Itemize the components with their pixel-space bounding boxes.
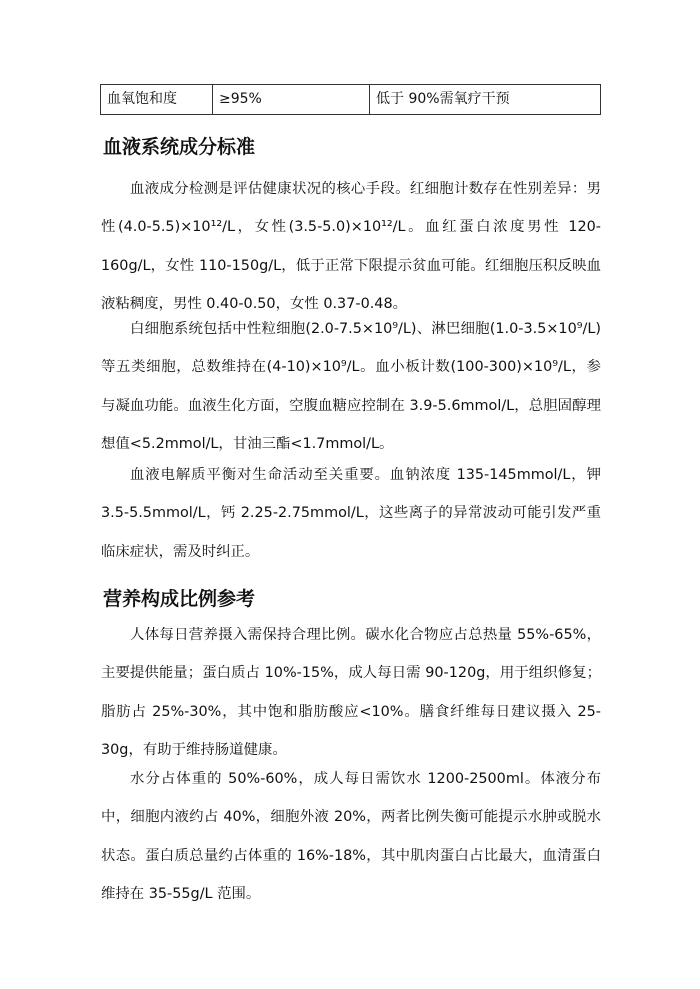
table-cell-normal-value: ≥95% [213,85,370,115]
section-heading-blood: 血液系统成分标准 [103,136,256,158]
paragraph-blood-red-cells: 血液成分检测是评估健康状况的核心手段。红细胞计数存在性别差异：男性(4.0-5.5)×10¹²/L，女性(3.5-5.0)×10¹²/L。血红蛋白浓度男性 120-160g/L，女性 110-150g/L，低于正常下限提示贫血可能。红细胞压积反映血液粘稠度，男性 0.40-0.50，女性 0.37-0.48。 [101,181,601,312]
table-row [101,85,601,115]
reference-table [100,84,601,115]
paragraph-blood-white-cells: 白细胞系统包括中性粒细胞(2.0-7.5×10⁹/L)、淋巴细胞(1.0-3.5×10⁹/L)等五类细胞，总数维持在(4-10)×10⁹/L。血小板计数(100-300)×10⁹/L，参与凝血功能。血液生化方面，空腹血糖应控制在 3.9-5.6mmol/L，总胆固醇理想值<5.2mmol/L，甘油三酯<1.7mmol/L。 [101,321,601,452]
paragraph-nutrition-water: 水分占体重的 50%-60%，成人每日需饮水 1200-2500ml。体液分布中，细胞内液约占 40%，细胞外液 20%，两者比例失衡可能提示水肿或脱水状态。蛋白质总量约占体重的 16%-18%，其中肌肉蛋白占比最大，血清蛋白维持在 35-55g/L 范围。 [101,771,601,902]
paragraph-nutrition-intake: 人体每日营养摄入需保持合理比例。碳水化合物应占总热量 55%-65%，主要提供能量；蛋白质占 10%-15%，成人每日需 90-120g，用于组织修复；脂肪占 25%-30%，其中饱和脂肪酸应<10%。膳食纤维每日建议摄入 25-30g，有助于维持肠道健康。 [101,627,601,758]
table-cell-note: 低于 90%需氧疗干预 [370,85,601,115]
paragraph-blood-electrolytes: 血液电解质平衡对生命活动至关重要。血钠浓度 135-145mmol/L，钾 3.5-5.5mmol/L，钙 2.25-2.75mmol/L，这些离子的异常波动可能引发严重临床症状，需及时纠正。 [101,467,601,560]
section-heading-nutrition: 营养构成比例参考 [103,588,256,610]
table-cell-item: 血氧饱和度 [101,85,213,115]
